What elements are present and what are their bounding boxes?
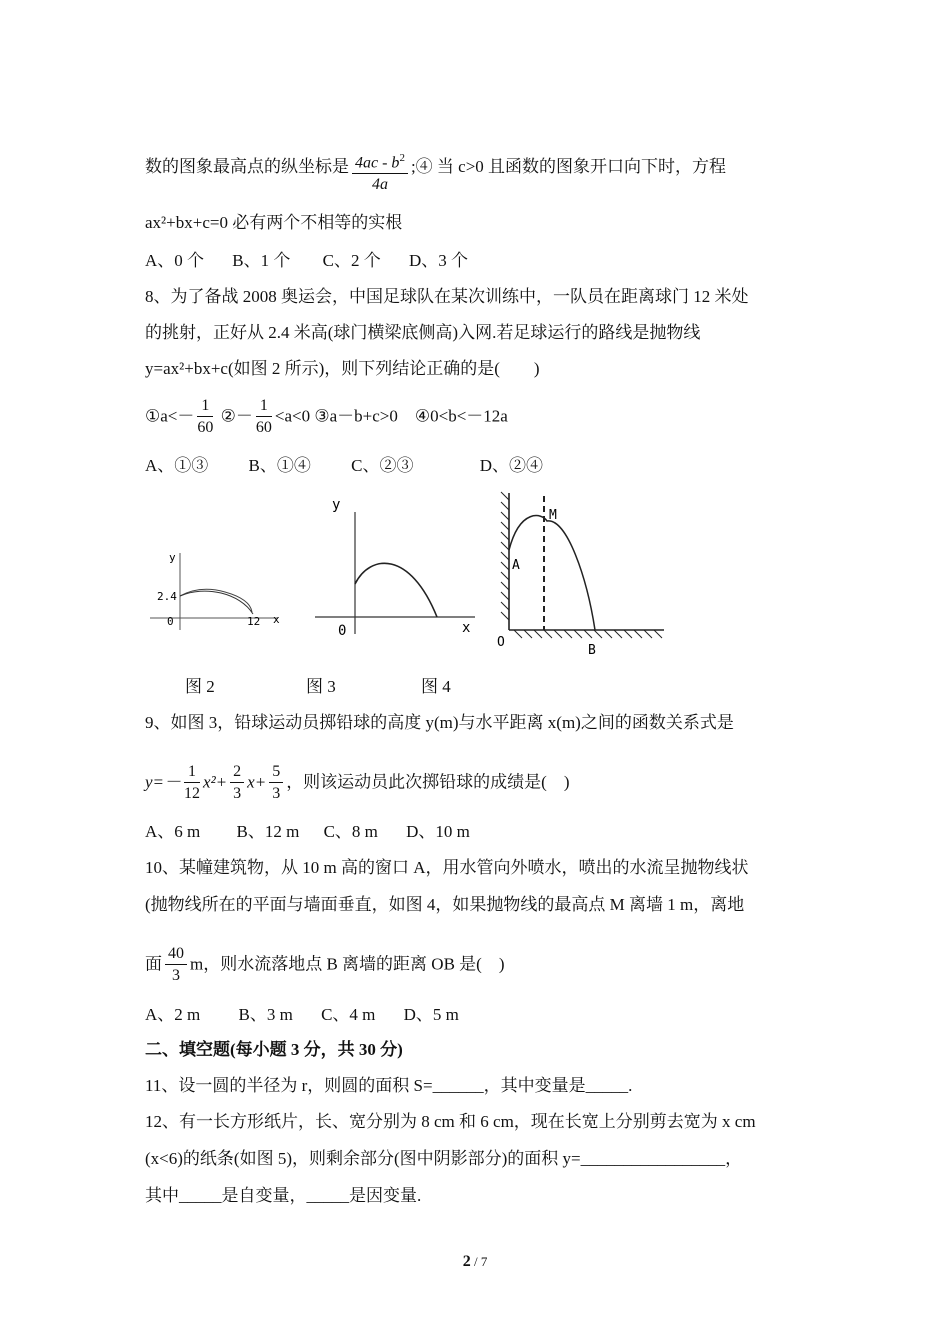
q8-cond-rest: ③a－b+c>0 ④0<b<－12a bbox=[314, 406, 508, 426]
q10-options bbox=[145, 1004, 459, 1026]
q9-frac1-num: 1 bbox=[184, 762, 200, 783]
fig2-origin: 0 bbox=[167, 615, 174, 628]
q8-frac1-num: 1 bbox=[197, 396, 213, 417]
q8-option-c[interactable]: C、②③ bbox=[351, 456, 414, 475]
q8-frac1 bbox=[197, 396, 213, 439]
figure-4 bbox=[492, 488, 672, 660]
q7-option-c[interactable]: C、2 个 bbox=[322, 251, 381, 270]
page-current: 2 bbox=[462, 1253, 471, 1270]
fig4-o-label: O bbox=[497, 635, 505, 650]
q10-option-b[interactable]: B、3 m bbox=[238, 1005, 293, 1024]
q9-xp: x+ bbox=[247, 772, 267, 792]
fig3-caption: 图 3 bbox=[306, 677, 336, 696]
q9-option-b[interactable]: B、12 m bbox=[236, 822, 300, 841]
q8-options bbox=[145, 455, 543, 477]
q8-frac1-den: 60 bbox=[197, 419, 214, 436]
q7-option-a[interactable]: A、0 个 bbox=[145, 251, 205, 270]
q7-text-a: 数的图象最高点的纵坐标是 bbox=[145, 157, 349, 177]
q10-line3 bbox=[145, 944, 505, 987]
q7-option-b[interactable]: B、1 个 bbox=[232, 251, 291, 270]
vertex-formula bbox=[352, 148, 408, 196]
fig4-b-label: B bbox=[588, 643, 596, 658]
fig4-m-label: M bbox=[549, 508, 557, 523]
page-number bbox=[0, 1253, 950, 1271]
q10-frac-den: 3 bbox=[172, 967, 180, 984]
page-separator: / bbox=[470, 1254, 481, 1269]
q8-option-d[interactable]: D、②④ bbox=[479, 456, 543, 475]
q9-option-d[interactable]: D、10 m bbox=[406, 822, 470, 841]
q8-option-b[interactable]: B、①④ bbox=[248, 456, 311, 475]
q9-frac3-num: 5 bbox=[269, 762, 283, 783]
q10-pre: 面 bbox=[145, 954, 162, 974]
q9-frac2-den: 3 bbox=[233, 785, 242, 802]
q11: 11、设一圆的半径为 r，则圆的面积 S=______，其中变量是_____. bbox=[145, 1076, 633, 1095]
q9-frac2-num: 2 bbox=[230, 762, 244, 783]
q9-frac3 bbox=[269, 762, 283, 805]
q9-frac1 bbox=[184, 762, 200, 805]
q10-frac-num: 40 bbox=[165, 944, 187, 965]
q8-line2: 的挑射，正好从 2.4 米高(球门横梁底侧高)入网.若足球运行的路线是抛物线 bbox=[145, 323, 701, 342]
q7-text-b: ;④ 当 c>0 且函数的图象开口向下时，方程 bbox=[410, 157, 727, 177]
fig2-x-label: x bbox=[273, 613, 280, 626]
fig4-caption: 图 4 bbox=[421, 677, 451, 696]
figure-3 bbox=[310, 492, 480, 642]
q8-conditions bbox=[145, 396, 508, 439]
q7-condition-line bbox=[145, 140, 726, 196]
q10-option-d[interactable]: D、5 m bbox=[403, 1005, 459, 1024]
figure-2 bbox=[145, 545, 285, 635]
fig2-y-label: y bbox=[169, 551, 176, 564]
q9-frac1-den: 12 bbox=[184, 785, 201, 802]
section-2-heading: 二、填空题(每小题 3 分，共 30 分) bbox=[145, 1040, 403, 1059]
q10-option-c[interactable]: C、4 m bbox=[321, 1005, 376, 1024]
vertex-den: 4a bbox=[371, 176, 388, 194]
q9-y-eq: y=－ bbox=[145, 772, 182, 792]
q8-option-a[interactable]: A、①③ bbox=[145, 456, 209, 475]
q8-frac2 bbox=[256, 396, 272, 439]
q10-line1: 10、某幢建筑物，从 10 m 高的窗口 A，用水管向外喷水，喷出的水流呈抛物线状 bbox=[145, 858, 749, 877]
q8-line1: 8、为了备战 2008 奥运会，中国足球队在某次训练中，一队员在距离球门 12 米处 bbox=[145, 287, 749, 306]
fig3-origin: 0 bbox=[338, 623, 347, 639]
q8-cond1: ①a<－ bbox=[145, 406, 195, 426]
q12-line1: 12、有一长方形纸片，长、宽分别为 8 cm 和 6 cm，现在长宽上分别剪去宽为 x cm bbox=[145, 1112, 756, 1131]
q9-x2: x²+ bbox=[203, 772, 228, 792]
fig4-a-label: A bbox=[512, 558, 520, 573]
q9-frac3-den: 3 bbox=[272, 785, 281, 802]
fig2-caption: 图 2 bbox=[185, 677, 215, 696]
q8-frac2-den: 60 bbox=[255, 419, 272, 436]
q10-option-a[interactable]: A、2 m bbox=[145, 1005, 201, 1024]
q9-option-a[interactable]: A、6 m bbox=[145, 822, 201, 841]
q8-cond2b: <a<0 bbox=[274, 406, 311, 426]
q9-options bbox=[145, 821, 470, 843]
q8-cond2: ②－ bbox=[220, 406, 253, 426]
q9-line1: 9、如图 3，铅球运动员掷铅球的高度 y(m)与水平距离 x(m)之间的函数关系式是 bbox=[145, 713, 734, 732]
q12-line3: 其中_____是自变量，_____是因变量. bbox=[145, 1186, 422, 1205]
q7-equation-line: ax²+bx+c=0 必有两个不相等的实根 bbox=[145, 213, 403, 232]
fig2-height-label: 2.4 bbox=[157, 590, 177, 603]
q8-frac2-num: 1 bbox=[256, 396, 272, 417]
q9-tail: ，则该运动员此次掷铅球的成绩是( ) bbox=[286, 772, 570, 792]
q9-option-c[interactable]: C、8 m bbox=[323, 822, 378, 841]
q10-post: m，则水流落地点 B 离墙的距离 OB 是( ) bbox=[190, 954, 505, 974]
q7-option-d[interactable]: D、3 个 bbox=[408, 251, 468, 270]
q12-line2: (x<6)的纸条(如图 5)，则剩余部分(图中阴影部分)的面积 y=_________________， bbox=[145, 1149, 743, 1168]
q10-frac bbox=[165, 944, 187, 987]
q7-options bbox=[145, 250, 468, 272]
fig3-x-label: x bbox=[462, 620, 471, 636]
q9-frac2 bbox=[230, 762, 244, 805]
q8-line3: y=ax²+bx+c(如图 2 所示)，则下列结论正确的是( ) bbox=[145, 359, 540, 378]
q9-equation bbox=[145, 762, 570, 805]
page-total: 7 bbox=[480, 1254, 488, 1269]
fig2-distance-label: 12 bbox=[247, 615, 261, 628]
vertex-num-sup: 2 bbox=[399, 152, 405, 164]
q10-line2: (抛物线所在的平面与墙面垂直，如图 4，如果抛物线的最高点 M 离墙 1 m，离地 bbox=[145, 895, 745, 914]
fig3-y-label: y bbox=[332, 497, 341, 513]
vertex-num: 4ac - b bbox=[355, 154, 400, 172]
